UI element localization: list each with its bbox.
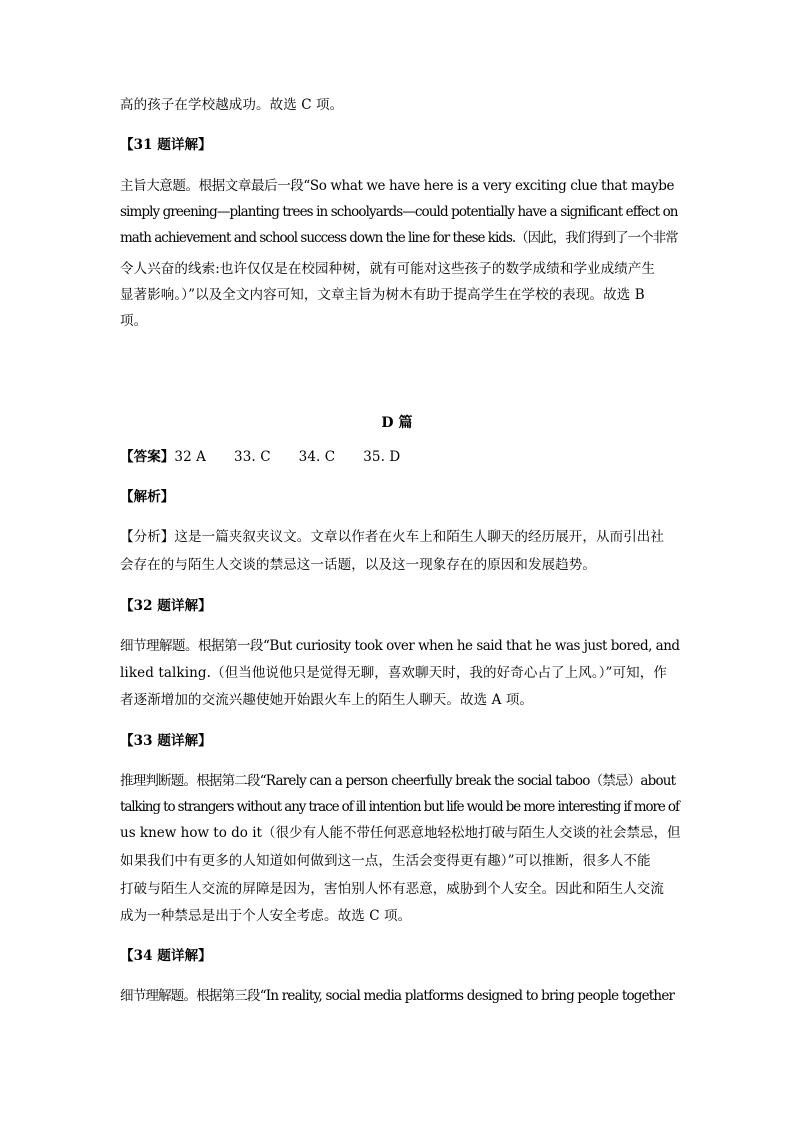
paragraph-line: 如果我们中有更多的人知道如何做到这一点，生活会变得更有趣）”可以推断，很多人不能 [120, 853, 651, 869]
answer-line [120, 448, 680, 466]
paragraph-line: 细节理解题。根据第三段“In reality, social media platforms designed to bring people together [120, 988, 675, 1004]
paragraph-line: 会存在的与陌生人交谈的禁忌这一话题，以及这一现象存在的原因和发展趋势。 [120, 557, 596, 573]
paragraph-line: liked talking.（但当他说他只是觉得无聊，喜欢聊天时，我的好奇心占了上风。）”可知，作 [120, 665, 667, 681]
paragraph-line: 【分析】这是一篇夹叙夹议文。文章以作者在火车上和陌生人聊天的经历展开，从而引出社 [120, 529, 664, 545]
paragraph-line: 项。 [120, 313, 148, 329]
paragraph-line: 令人兴奋的线索:也许仅仅是在校园种树，就有可能对这些孩子的数学成绩和学业成绩产生 [120, 261, 656, 277]
section-heading-33: 【33 题详解】 [120, 733, 212, 749]
answer-label: 【答案】 [120, 449, 175, 465]
paragraph-line: 主旨大意题。根据文章最后一段“So what we have here is a very exciting clue that maybe [120, 178, 675, 194]
paragraph-line: 者逐渐增加的交流兴趣使她开始跟火车上的陌生人聊天。故选 A 项。 [120, 692, 534, 708]
jiexi-heading: 【解析】 [120, 489, 175, 505]
answer-item: 33. C [234, 449, 271, 465]
paragraph-line: 成为一种禁忌是出于个人安全考虑。故选 C 项。 [120, 908, 412, 924]
paragraph-line: talking to strangers without any trace of ill intention but life would be more interesting if more of [120, 799, 679, 815]
answer-item: 32 A [174, 449, 207, 465]
answer-item: 35. D [363, 449, 401, 465]
section-title: D 篇 [381, 415, 413, 431]
paragraph-line: math achievement and school success down the line for these kids.（因此，我们得到了一个非常 [120, 230, 678, 246]
paragraph-line: 细节理解题。根据第一段“But curiosity took over when he said that he was just bored, and [120, 638, 680, 654]
section-heading-31: 【31 题详解】 [120, 137, 212, 153]
section-heading-32: 【32 题详解】 [120, 598, 212, 614]
paragraph-line: 显著影响。）”以及全文内容可知，文章主旨为树木有助于提高学生在学校的表现。故选 B [120, 287, 645, 303]
paragraph-line: simply greening—planting trees in schoolyards—could potentially have a significant effect on [120, 204, 678, 220]
paragraph-line: 打破与陌生人交流的屏障是因为，害怕别人怀有恶意，威胁到个人安全。因此和陌生人交流 [120, 881, 664, 897]
paragraph-line: 推理判断题。根据第二段“Rarely can a person cheerfully break the social taboo（禁忌）about [120, 773, 676, 789]
answer-item: 34. C [298, 449, 336, 465]
paragraph-line: 高的孩子在学校越成功。故选 C 项。 [120, 97, 344, 113]
section-heading-34: 【34 题详解】 [120, 948, 212, 964]
paragraph-line: us knew how to do it（很少有人能不带任何恶意地轻松地打破与陌生人交谈的社会禁忌，但 [120, 825, 681, 841]
